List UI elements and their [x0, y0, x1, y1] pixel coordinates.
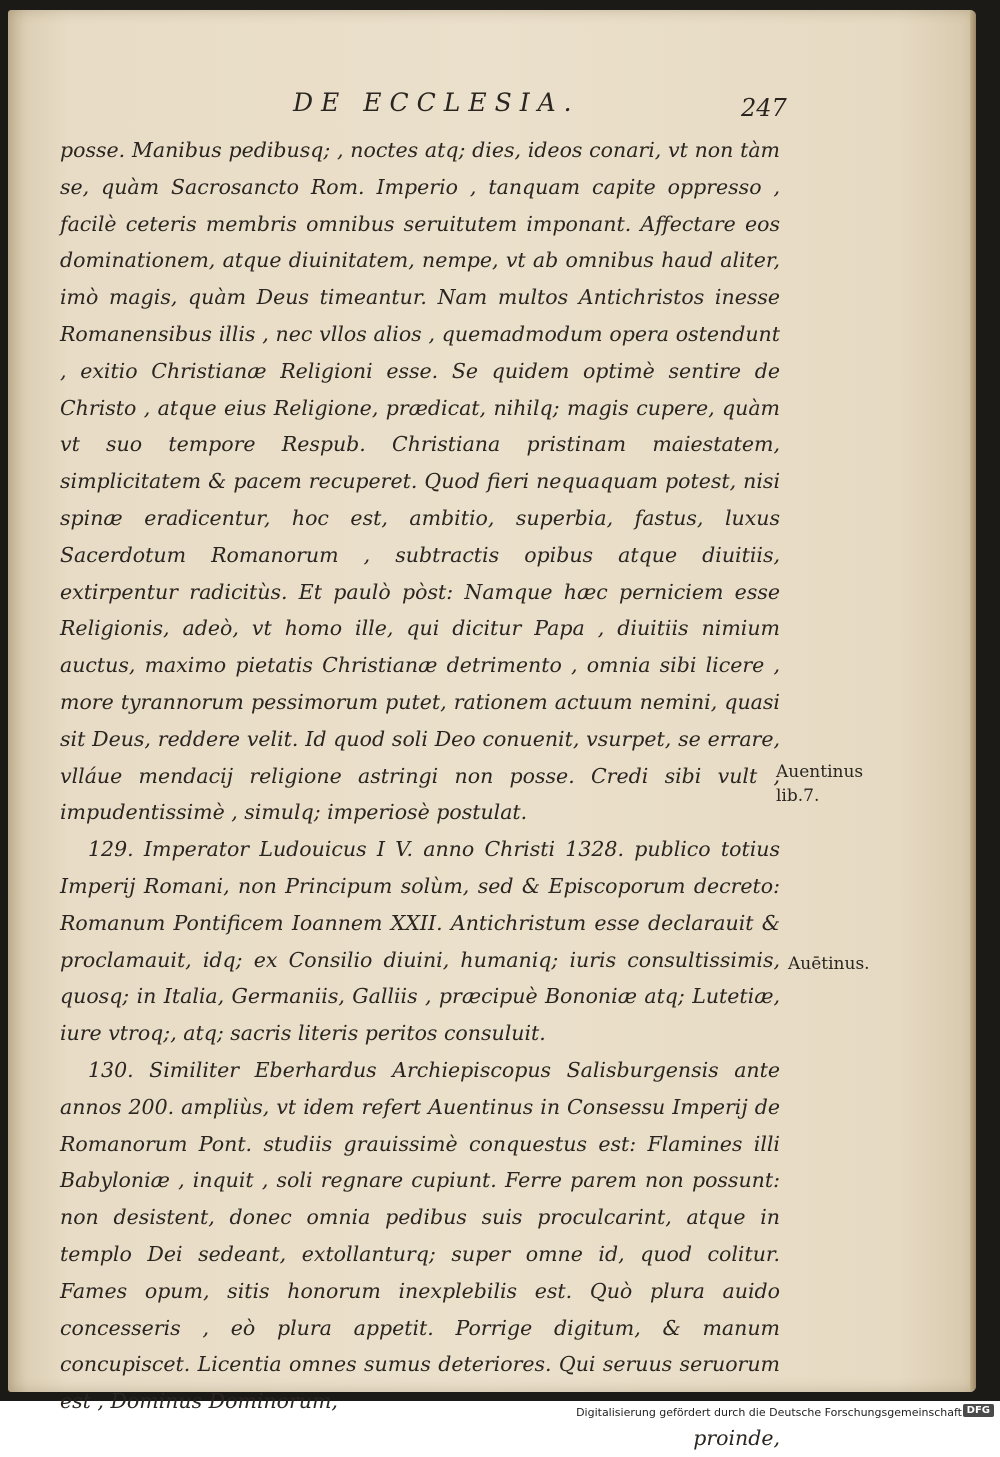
running-title: DE ECCLESIA. [293, 88, 580, 117]
page-number: 247 [741, 94, 787, 122]
paragraph-129: 129. Imperator Ludouicus I V. anno Christi 1328. publico totius Imperij Romani, non Principum solùm, sed & Episcoporum decreto: Romanum Pontificem Ioannem XXII. Antichristum esse declarauit & proclamauit, idq; ex Consilio diuini, humaniq; iuris consultissimis, quosq; in Italia, Germaniis, Galliis , præcipuè Bononiæ atq; Lutetiæ, iure vtroq;, atq; sacris literis peritos consuluit. [60, 837, 780, 1046]
margin-note-auetinus: Auētinus. [788, 954, 870, 974]
margin-note-lib: lib.7. [776, 786, 820, 806]
body-text [60, 132, 780, 1457]
paragraph-continued: posse. Manibus pedibusq; , noctes atq; dies, ideos conari, vt non tàm se, quàm Sacrosancto Rom. Imperio , tanquam capite oppresso , facilè ceteris membris omnibus seruitutem imponant. Affectare eos dominationem, atque diuinitatem, nempe, vt ab omnibus haud aliter, imò magis, quàm Deus timeantur. Nam multos Antichristos inesse Romanensibus illis , nec vllos alios , quemadmodum opera ostendunt , exitio Christianæ Religioni esse. Se quidem optimè sentire de Christo , atque eius Religione, prædicat, nihilq; magis cupere, quàm vt suo tempore Respub. Christiana pristinam maiestatem, simplicitatem & pacem recuperet. Quod fieri nequaquam potest, nisi spinæ eradicentur, hoc est, ambitio, superbia, fastus, luxus Sacerdotum Romanorum , subtractis opibus atque diuitiis, extirpentur radicitùs. Et paulò pòst: Namque hæc perniciem esse Religionis, adeò, vt homo ille, qui dicitur Papa , diuitiis nimium auctus, maximo pietatis Christianæ detrimento , omnia sibi licere , more tyrannorum pessimorum putet, rationem actuum nemini, quasi sit Deus, reddere velit. Id quod soli Deo conuenit, vsurpet, se errare, vlláue mendacij religione astringi non posse. Credi sibi vult , impudentissimè , simulq; imperiosè postulat. [60, 138, 780, 825]
margin-note-auentinus: Auentinus [776, 762, 864, 782]
page-edge [970, 10, 976, 1392]
catchword: proinde, [693, 1425, 780, 1450]
dfg-logo: DFG [963, 1404, 994, 1417]
paragraph-130: 130. Similiter Eberhardus Archiepiscopus Salisburgensis ante annos 200. ampliùs, vt idem refert Auentinus in Consessu Imperij de Romanorum Pont. studiis grauissimè conquestus est: Flamines illi Babyloniæ , inquit , soli regnare cupiunt. Ferre parem non possunt: non desistent, donec omnia pedibus suis proculcarint, atque in templo Dei sedeant, extollanturq; super omne id, quod colitur. Fames opum, sitis honorum inexplebilis est. Quò plura auido concesseris , eò plura appetit. Porrige digitum, & manum concupiscet. Licentia omnes sumus deteriores. Qui seruus seruorum est , Dominus Dominorum, [60, 1057, 780, 1414]
funding-notice: Digitalisierung gefördert durch die Deutsche Forschungsgemeinschaft [576, 1406, 962, 1419]
